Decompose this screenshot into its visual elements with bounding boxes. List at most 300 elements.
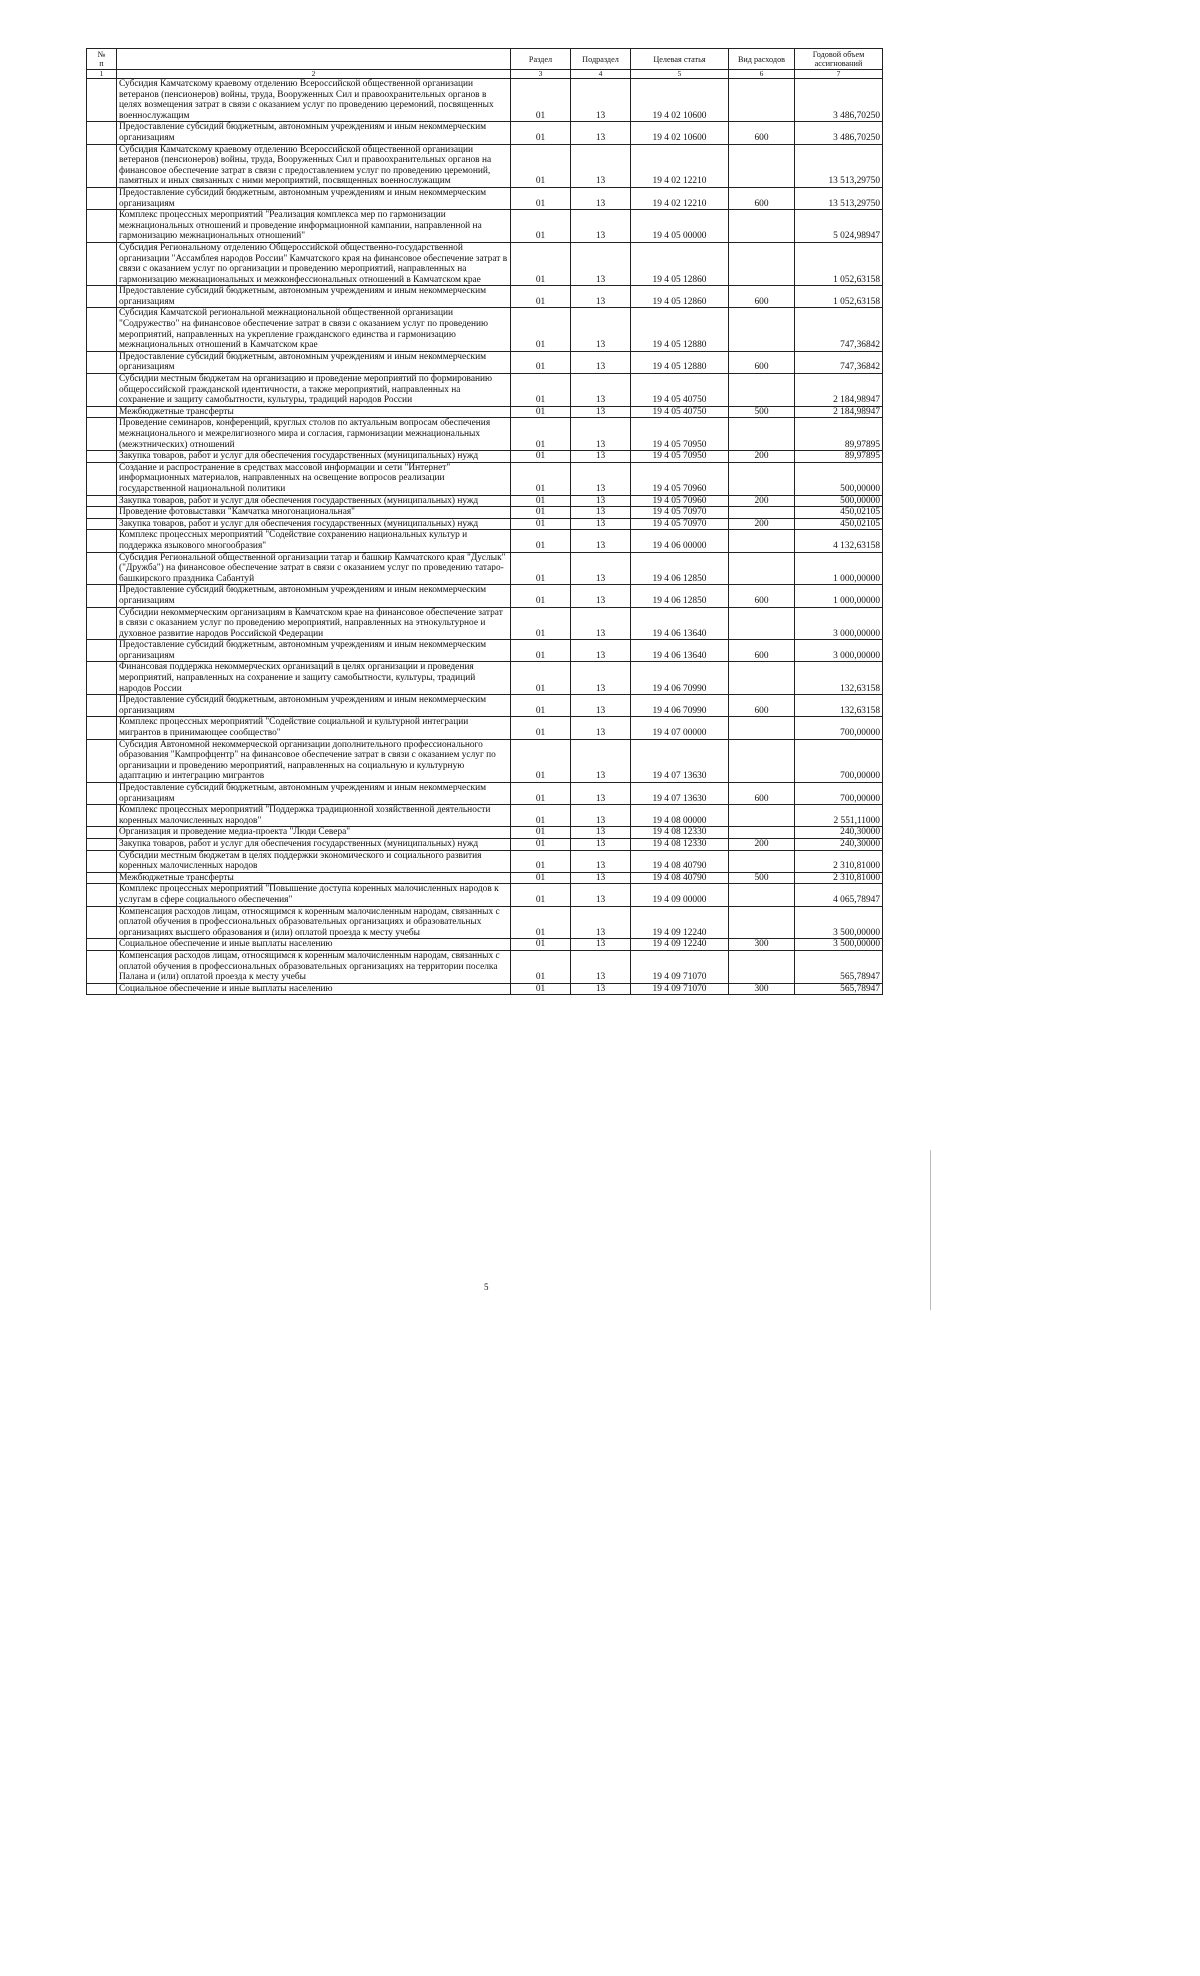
row-number-cell [87, 872, 117, 884]
row-description: Организация и проведение медиа-проекта "Люди Севера" [117, 827, 511, 839]
row-expense-type [729, 607, 795, 640]
row-annual-amount: 700,00000 [795, 717, 883, 739]
row-subsection: 13 [571, 950, 631, 983]
table-row [87, 451, 883, 463]
row-target-article: 19 4 08 12330 [631, 827, 729, 839]
row-expense-type: 600 [729, 585, 795, 607]
row-expense-type [729, 530, 795, 552]
row-description: Компенсация расходов лицам, относящимся к коренным малочисленным народам, связанных с оплатой обучения в профессиональных образовательных организациях на территории поселка Палана и (или) оплатой проезда к месту учебы [117, 950, 511, 983]
row-annual-amount: 132,63158 [795, 695, 883, 717]
row-target-article: 19 4 05 70970 [631, 518, 729, 530]
row-section: 01 [511, 552, 571, 585]
row-annual-amount: 2 310,81000 [795, 850, 883, 872]
row-subsection: 13 [571, 827, 631, 839]
row-expense-type: 300 [729, 939, 795, 951]
row-annual-amount: 2 310,81000 [795, 872, 883, 884]
row-expense-type: 600 [729, 122, 795, 144]
row-target-article: 19 4 06 12850 [631, 585, 729, 607]
row-subsection: 13 [571, 739, 631, 782]
row-description: Предоставление субсидий бюджетным, автономным учреждениям и иным некоммерческим организациям [117, 695, 511, 717]
row-expense-type [729, 374, 795, 407]
row-description: Субсидия Камчатскому краевому отделению Всероссийской общественной организации ветеранов (пенсионеров) войны, труда, Вооруженных Сил и правоохранительных органов на финансовое обеспечение затрат в связи с предоставлением услуг по проведению церемоний, памятных и иных связанных с ними мероприятий, посвященных военнослужащим [117, 144, 511, 187]
row-annual-amount: 747,36842 [795, 308, 883, 351]
row-expense-type [729, 79, 795, 122]
row-expense-type [729, 507, 795, 519]
row-expense-type [729, 950, 795, 983]
row-section: 01 [511, 418, 571, 451]
row-target-article: 19 4 05 70960 [631, 495, 729, 507]
row-expense-type: 600 [729, 783, 795, 805]
row-description: Комплекс процессных мероприятий "Реализация комплекса мер по гармонизации межнациональных отношений и проведение информационной кампании, направленной на гармонизацию межнациональных отношений" [117, 210, 511, 243]
row-annual-amount: 565,78947 [795, 950, 883, 983]
row-target-article: 19 4 02 12210 [631, 187, 729, 209]
row-annual-amount: 3 486,70250 [795, 122, 883, 144]
row-expense-type [729, 210, 795, 243]
row-annual-amount: 1 000,00000 [795, 585, 883, 607]
table-row [87, 872, 883, 884]
row-target-article: 19 4 09 12240 [631, 906, 729, 939]
table-body [87, 79, 883, 995]
row-number-cell [87, 144, 117, 187]
table-row [87, 827, 883, 839]
row-subsection: 13 [571, 552, 631, 585]
row-expense-type: 200 [729, 451, 795, 463]
row-number-cell [87, 827, 117, 839]
row-section: 01 [511, 79, 571, 122]
column-number-row [87, 70, 883, 79]
row-description: Закупка товаров, работ и услуг для обеспечения государственных (муниципальных) нужд [117, 838, 511, 850]
table-row [87, 210, 883, 243]
table-row [87, 884, 883, 906]
col-number: 5 [631, 70, 729, 79]
row-number-cell [87, 783, 117, 805]
table-row [87, 640, 883, 662]
row-annual-amount: 500,00000 [795, 462, 883, 495]
row-annual-amount: 450,02105 [795, 507, 883, 519]
row-expense-type: 500 [729, 406, 795, 418]
row-description: Создание и распространение в средствах массовой информации и сети "Интернет" информационных материалов, направленных на освещение вопросов реализации государственной национальной политики [117, 462, 511, 495]
row-target-article: 19 4 05 70950 [631, 451, 729, 463]
row-expense-type [729, 884, 795, 906]
row-target-article: 19 4 09 71070 [631, 950, 729, 983]
row-target-article: 19 4 07 13630 [631, 783, 729, 805]
row-target-article: 19 4 02 10600 [631, 79, 729, 122]
row-expense-type [729, 308, 795, 351]
row-section: 01 [511, 122, 571, 144]
row-subsection: 13 [571, 662, 631, 695]
row-expense-type [729, 850, 795, 872]
row-annual-amount: 89,97895 [795, 418, 883, 451]
row-section: 01 [511, 939, 571, 951]
row-section: 01 [511, 838, 571, 850]
row-target-article: 19 4 02 12210 [631, 144, 729, 187]
row-description: Комплекс процессных мероприятий "Поддержка традиционной хозяйственной деятельности коренных малочисленных народов" [117, 805, 511, 827]
table-row [87, 662, 883, 695]
row-expense-type [729, 739, 795, 782]
row-annual-amount: 450,02105 [795, 518, 883, 530]
row-annual-amount: 4 065,78947 [795, 884, 883, 906]
row-target-article: 19 4 05 70970 [631, 507, 729, 519]
row-description: Финансовая поддержка некоммерческих организаций в целях организации и проведения мероприятий, направленных на сохранение и защиту самобытности, культуры, традиций народов России [117, 662, 511, 695]
row-section: 01 [511, 187, 571, 209]
row-number-cell [87, 983, 117, 995]
table-row [87, 805, 883, 827]
row-description: Предоставление субсидий бюджетным, автономным учреждениям и иным некоммерческим организациям [117, 122, 511, 144]
row-subsection: 13 [571, 884, 631, 906]
row-target-article: 19 4 06 13640 [631, 640, 729, 662]
row-number-cell [87, 79, 117, 122]
row-subsection: 13 [571, 983, 631, 995]
row-section: 01 [511, 717, 571, 739]
row-section: 01 [511, 530, 571, 552]
row-subsection: 13 [571, 286, 631, 308]
row-description: Проведение семинаров, конференций, круглых столов по актуальным вопросам обеспечения межнационального и межрелигиозного мира и согласия, гармонизации межнациональных (межэтнических) отношений [117, 418, 511, 451]
row-description: Социальное обеспечение и иные выплаты населению [117, 939, 511, 951]
row-section: 01 [511, 462, 571, 495]
col-number: 3 [511, 70, 571, 79]
row-subsection: 13 [571, 122, 631, 144]
row-target-article: 19 4 05 40750 [631, 374, 729, 407]
row-annual-amount: 5 024,98947 [795, 210, 883, 243]
row-annual-amount: 2 551,11000 [795, 805, 883, 827]
row-annual-amount: 240,30000 [795, 827, 883, 839]
row-section: 01 [511, 695, 571, 717]
row-annual-amount: 3 500,00000 [795, 939, 883, 951]
row-target-article: 19 4 05 12860 [631, 242, 729, 285]
row-target-article: 19 4 08 00000 [631, 805, 729, 827]
row-annual-amount: 4 132,63158 [795, 530, 883, 552]
row-subsection: 13 [571, 451, 631, 463]
row-expense-type [729, 662, 795, 695]
row-target-article: 19 4 08 12330 [631, 838, 729, 850]
col-header-no: № п [87, 49, 117, 70]
row-number-cell [87, 351, 117, 373]
row-target-article: 19 4 08 40790 [631, 850, 729, 872]
row-expense-type: 200 [729, 518, 795, 530]
row-number-cell [87, 462, 117, 495]
scan-edge-line [930, 1150, 931, 1310]
row-number-cell [87, 495, 117, 507]
row-description: Предоставление субсидий бюджетным, автономным учреждениям и иным некоммерческим организациям [117, 783, 511, 805]
row-subsection: 13 [571, 585, 631, 607]
row-subsection: 13 [571, 518, 631, 530]
row-section: 01 [511, 640, 571, 662]
row-description: Предоставление субсидий бюджетным, автономным учреждениям и иным некоммерческим организациям [117, 585, 511, 607]
row-number-cell [87, 838, 117, 850]
row-number-cell [87, 850, 117, 872]
col-number: 7 [795, 70, 883, 79]
row-target-article: 19 4 06 12850 [631, 552, 729, 585]
row-expense-type: 600 [729, 640, 795, 662]
row-annual-amount: 13 513,29750 [795, 144, 883, 187]
row-subsection: 13 [571, 210, 631, 243]
row-section: 01 [511, 242, 571, 285]
table-row [87, 739, 883, 782]
row-annual-amount: 2 184,98947 [795, 374, 883, 407]
row-description: Межбюджетные трансферты [117, 406, 511, 418]
row-annual-amount: 1 000,00000 [795, 552, 883, 585]
row-section: 01 [511, 827, 571, 839]
row-annual-amount: 3 000,00000 [795, 607, 883, 640]
table-row [87, 351, 883, 373]
row-subsection: 13 [571, 607, 631, 640]
row-description: Субсидии местным бюджетам в целях поддержки экономического и социального развития коренных малочисленных народов [117, 850, 511, 872]
table-row [87, 418, 883, 451]
row-description: Предоставление субсидий бюджетным, автономным учреждениям и иным некоммерческим организациям [117, 351, 511, 373]
col-header-target: Целевая статья [631, 49, 729, 70]
row-section: 01 [511, 607, 571, 640]
row-target-article: 19 4 05 70960 [631, 462, 729, 495]
table-row [87, 950, 883, 983]
row-expense-type [729, 242, 795, 285]
row-annual-amount: 3 000,00000 [795, 640, 883, 662]
row-number-cell [87, 884, 117, 906]
row-number-cell [87, 210, 117, 243]
row-section: 01 [511, 406, 571, 418]
row-number-cell [87, 518, 117, 530]
row-annual-amount: 89,97895 [795, 451, 883, 463]
row-section: 01 [511, 783, 571, 805]
row-section: 01 [511, 308, 571, 351]
row-annual-amount: 2 184,98947 [795, 406, 883, 418]
table-row [87, 983, 883, 995]
row-subsection: 13 [571, 79, 631, 122]
row-section: 01 [511, 850, 571, 872]
row-target-article: 19 4 09 71070 [631, 983, 729, 995]
table-row [87, 507, 883, 519]
table-row [87, 406, 883, 418]
row-number-cell [87, 308, 117, 351]
col-header-annual: Годовой объем ассигнований [795, 49, 883, 70]
row-subsection: 13 [571, 187, 631, 209]
row-subsection: 13 [571, 872, 631, 884]
table-row [87, 462, 883, 495]
row-expense-type: 600 [729, 351, 795, 373]
row-number-cell [87, 187, 117, 209]
row-expense-type: 200 [729, 838, 795, 850]
table-row [87, 518, 883, 530]
row-target-article: 19 4 05 40750 [631, 406, 729, 418]
row-subsection: 13 [571, 507, 631, 519]
row-number-cell [87, 950, 117, 983]
row-number-cell [87, 406, 117, 418]
row-description: Социальное обеспечение и иные выплаты населению [117, 983, 511, 995]
col-number: 4 [571, 70, 631, 79]
row-number-cell [87, 739, 117, 782]
row-section: 01 [511, 495, 571, 507]
row-target-article: 19 4 06 13640 [631, 607, 729, 640]
row-target-article: 19 4 06 70990 [631, 662, 729, 695]
table-row [87, 242, 883, 285]
row-number-cell [87, 717, 117, 739]
row-target-article: 19 4 08 40790 [631, 872, 729, 884]
row-expense-type [729, 462, 795, 495]
row-number-cell [87, 530, 117, 552]
row-section: 01 [511, 351, 571, 373]
row-number-cell [87, 451, 117, 463]
col-header-expense-type: Вид расходов [729, 49, 795, 70]
row-section: 01 [511, 950, 571, 983]
row-annual-amount: 1 052,63158 [795, 286, 883, 308]
row-target-article: 19 4 05 12860 [631, 286, 729, 308]
table-row [87, 939, 883, 951]
table-row [87, 187, 883, 209]
col-number: 6 [729, 70, 795, 79]
row-subsection: 13 [571, 462, 631, 495]
row-annual-amount: 132,63158 [795, 662, 883, 695]
row-number-cell [87, 418, 117, 451]
row-section: 01 [511, 286, 571, 308]
table-row [87, 607, 883, 640]
table-row [87, 717, 883, 739]
row-subsection: 13 [571, 308, 631, 351]
row-section: 01 [511, 662, 571, 695]
row-subsection: 13 [571, 144, 631, 187]
row-target-article: 19 4 02 10600 [631, 122, 729, 144]
table-row [87, 906, 883, 939]
row-subsection: 13 [571, 640, 631, 662]
row-section: 01 [511, 374, 571, 407]
row-description: Субсидия Камчатской региональной межнациональной общественной организации "Содружество" на финансовое обеспечение затрат в связи с оказанием услуг по проведению мероприятий, направленных на укрепление гражданского единства и гармонизацию межнациональных отношений в Камчатском крае [117, 308, 511, 351]
row-annual-amount: 1 052,63158 [795, 242, 883, 285]
row-subsection: 13 [571, 242, 631, 285]
row-expense-type [729, 144, 795, 187]
row-description: Предоставление субсидий бюджетным, автономным учреждениям и иным некоммерческим организациям [117, 187, 511, 209]
row-number-cell [87, 607, 117, 640]
row-target-article: 19 4 09 00000 [631, 884, 729, 906]
row-section: 01 [511, 210, 571, 243]
row-expense-type [729, 418, 795, 451]
row-description: Субсидия Региональной общественной организации татар и башкир Камчатского края "Дуслык" ("Дружба") на финансовое обеспечение затрат в связи с оказанием услуг по проведению татаро-башкирского праздника Сабантуй [117, 552, 511, 585]
row-section: 01 [511, 805, 571, 827]
row-number-cell [87, 640, 117, 662]
row-expense-type [729, 717, 795, 739]
row-subsection: 13 [571, 495, 631, 507]
row-expense-type: 600 [729, 695, 795, 717]
row-subsection: 13 [571, 805, 631, 827]
row-description: Межбюджетные трансферты [117, 872, 511, 884]
row-annual-amount: 3 500,00000 [795, 906, 883, 939]
page-number: 5 [484, 1282, 489, 1292]
row-annual-amount: 747,36842 [795, 351, 883, 373]
table-row [87, 79, 883, 122]
row-number-cell [87, 662, 117, 695]
row-section: 01 [511, 144, 571, 187]
row-annual-amount: 700,00000 [795, 783, 883, 805]
row-expense-type: 200 [729, 495, 795, 507]
row-description: Проведение фотовыставки "Камчатка многонациональная" [117, 507, 511, 519]
row-description: Субсидия Автономной некоммерческой организации дополнительного профессионального образования "Кампрофцентр" на финансовое обеспечение затрат в связи с оказанием услуг по организации и проведению мероприятий, направленных на социальную и культурную адаптацию и интеграцию мигрантов [117, 739, 511, 782]
col-number: 1 [87, 70, 117, 79]
row-subsection: 13 [571, 906, 631, 939]
row-number-cell [87, 585, 117, 607]
budget-table [86, 48, 883, 995]
row-section: 01 [511, 884, 571, 906]
row-number-cell [87, 906, 117, 939]
row-description: Субсидии некоммерческим организациям в Камчатском крае на финансовое обеспечение затрат в связи с оказанием услуг по проведению мероприятий, направленных на этнокультурное и духовное развитие народов Российской Федерации [117, 607, 511, 640]
table-header-row [87, 49, 883, 70]
row-subsection: 13 [571, 530, 631, 552]
row-annual-amount: 565,78947 [795, 983, 883, 995]
table-row [87, 308, 883, 351]
table-row [87, 552, 883, 585]
row-section: 01 [511, 585, 571, 607]
row-description: Субсидия Камчатскому краевому отделению Всероссийской общественной организации ветеранов (пенсионеров) войны, труда, Вооруженных Сил и правоохранительных органов в целях возмещения затрат в связи с оказанием услуг по проведению церемоний, посвященных военнослужащим [117, 79, 511, 122]
table-row [87, 783, 883, 805]
table-row [87, 850, 883, 872]
row-number-cell [87, 286, 117, 308]
row-subsection: 13 [571, 695, 631, 717]
row-number-cell [87, 695, 117, 717]
row-number-cell [87, 122, 117, 144]
row-target-article: 19 4 05 12880 [631, 308, 729, 351]
row-description: Субсидия Региональному отделению Общероссийской общественно-государственной организации "Ассамблея народов России" Камчатского края на финансовое обеспечение затрат в связи с оказанием услуг по организации и проведению мероприятий, направленных на гармонизацию межнациональных и межконфессиональных отношений в Камчатском крае [117, 242, 511, 285]
row-number-cell [87, 507, 117, 519]
row-section: 01 [511, 872, 571, 884]
row-section: 01 [511, 983, 571, 995]
row-description: Компенсация расходов лицам, относящимся к коренным малочисленным народам, связанных с оплатой обучения в профессиональных образовательных организациях и образовательных организациях высшего образования и (или) оплатой проезда к месту учебы [117, 906, 511, 939]
col-header-subsection: Подраздел [571, 49, 631, 70]
row-subsection: 13 [571, 374, 631, 407]
row-description: Комплекс процессных мероприятий "Содействие социальной и культурной интеграции мигрантов в принимающее сообщество" [117, 717, 511, 739]
row-description: Субсидии местным бюджетам на организацию и проведение мероприятий по формированию общероссийской гражданской идентичности, а также мероприятий, направленных на сохранение и защиту самобытности, культуры, традиций народов России [117, 374, 511, 407]
row-section: 01 [511, 739, 571, 782]
row-subsection: 13 [571, 418, 631, 451]
row-description: Закупка товаров, работ и услуг для обеспечения государственных (муниципальных) нужд [117, 451, 511, 463]
row-description: Комплекс процессных мероприятий "Повышение доступа коренных малочисленных народов к услугам в сфере социального обеспечения" [117, 884, 511, 906]
row-description: Закупка товаров, работ и услуг для обеспечения государственных (муниципальных) нужд [117, 518, 511, 530]
row-subsection: 13 [571, 850, 631, 872]
row-target-article: 19 4 06 70990 [631, 695, 729, 717]
row-expense-type: 600 [729, 187, 795, 209]
row-target-article: 19 4 05 70950 [631, 418, 729, 451]
table-row [87, 144, 883, 187]
row-annual-amount: 13 513,29750 [795, 187, 883, 209]
row-description: Предоставление субсидий бюджетным, автономным учреждениям и иным некоммерческим организациям [117, 640, 511, 662]
row-expense-type [729, 906, 795, 939]
row-description: Комплекс процессных мероприятий "Содействие сохранению национальных культур и поддержка языкового многообразия" [117, 530, 511, 552]
row-section: 01 [511, 451, 571, 463]
row-subsection: 13 [571, 939, 631, 951]
row-number-cell [87, 374, 117, 407]
row-number-cell [87, 242, 117, 285]
row-description: Предоставление субсидий бюджетным, автономным учреждениям и иным некоммерческим организациям [117, 286, 511, 308]
row-section: 01 [511, 518, 571, 530]
row-expense-type: 500 [729, 872, 795, 884]
row-annual-amount: 3 486,70250 [795, 79, 883, 122]
row-annual-amount: 500,00000 [795, 495, 883, 507]
row-target-article: 19 4 06 00000 [631, 530, 729, 552]
row-subsection: 13 [571, 406, 631, 418]
row-target-article: 19 4 05 00000 [631, 210, 729, 243]
row-number-cell [87, 939, 117, 951]
col-header-section: Раздел [511, 49, 571, 70]
row-subsection: 13 [571, 838, 631, 850]
table-row [87, 374, 883, 407]
row-description: Закупка товаров, работ и услуг для обеспечения государственных (муниципальных) нужд [117, 495, 511, 507]
row-annual-amount: 240,30000 [795, 838, 883, 850]
row-subsection: 13 [571, 351, 631, 373]
table-row [87, 695, 883, 717]
row-target-article: 19 4 09 12240 [631, 939, 729, 951]
row-subsection: 13 [571, 717, 631, 739]
row-subsection: 13 [571, 783, 631, 805]
table-row [87, 838, 883, 850]
row-expense-type [729, 827, 795, 839]
table-row [87, 286, 883, 308]
row-section: 01 [511, 507, 571, 519]
row-section: 01 [511, 906, 571, 939]
